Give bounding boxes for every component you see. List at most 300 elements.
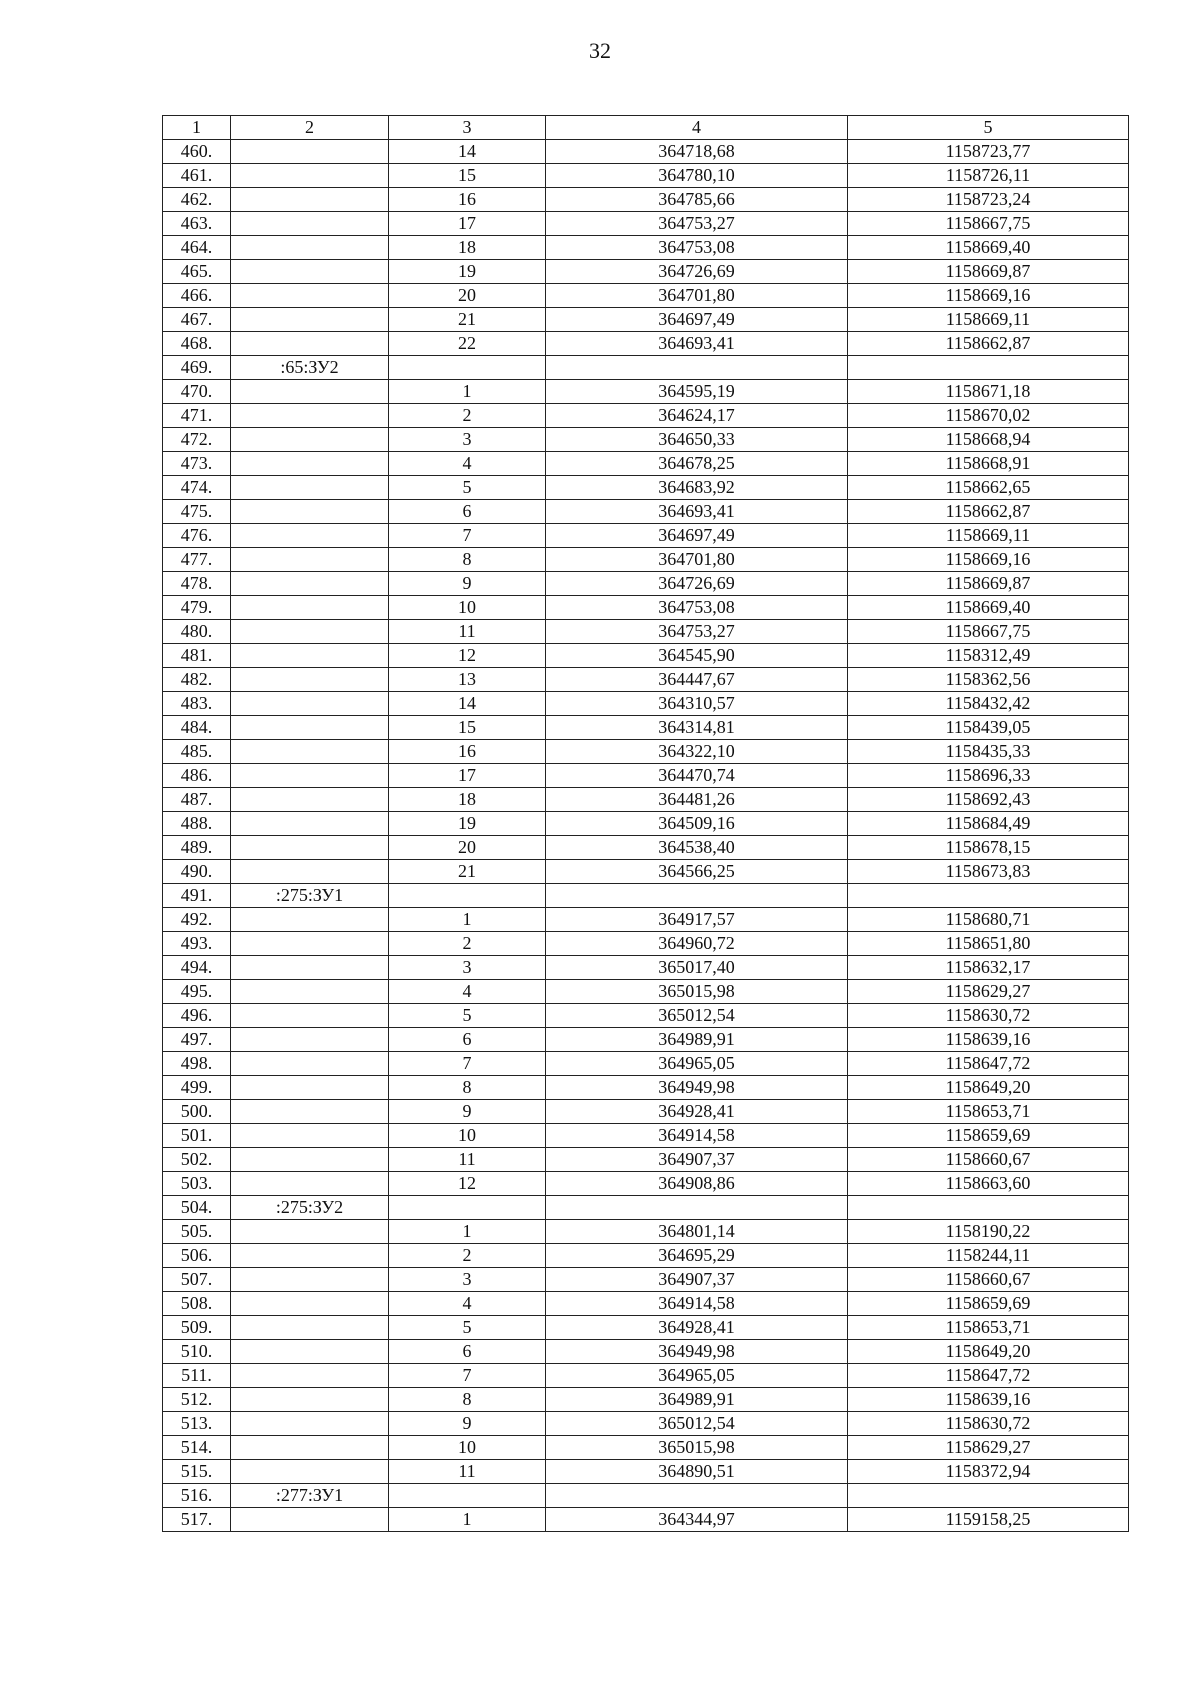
x-coordinate-cell: 364322,10 bbox=[546, 740, 848, 764]
page-number: 32 bbox=[589, 38, 611, 63]
y-coordinate-cell: 1158639,16 bbox=[848, 1028, 1129, 1052]
plot-id-cell bbox=[231, 452, 389, 476]
y-coordinate-cell: 1158667,75 bbox=[848, 620, 1129, 644]
point-number-cell: 15 bbox=[389, 716, 546, 740]
row-number-cell: 492. bbox=[163, 908, 231, 932]
plot-id-cell bbox=[231, 140, 389, 164]
table-row bbox=[163, 572, 1129, 596]
row-number-cell: 502. bbox=[163, 1148, 231, 1172]
y-coordinate-cell: 1158659,69 bbox=[848, 1292, 1129, 1316]
row-number-cell: 513. bbox=[163, 1412, 231, 1436]
x-coordinate-cell: 364650,33 bbox=[546, 428, 848, 452]
x-coordinate-cell: 364701,80 bbox=[546, 284, 848, 308]
row-number-cell: 500. bbox=[163, 1100, 231, 1124]
point-number-cell: 4 bbox=[389, 452, 546, 476]
plot-id-cell bbox=[231, 212, 389, 236]
x-coordinate-cell: 364949,98 bbox=[546, 1076, 848, 1100]
table-row bbox=[163, 260, 1129, 284]
y-coordinate-cell bbox=[848, 884, 1129, 908]
point-number-cell: 16 bbox=[389, 740, 546, 764]
table-row bbox=[163, 1052, 1129, 1076]
point-number-cell: 10 bbox=[389, 1124, 546, 1148]
point-number-cell: 3 bbox=[389, 428, 546, 452]
table-row bbox=[163, 236, 1129, 260]
table-row bbox=[163, 1340, 1129, 1364]
x-coordinate-cell: 364753,27 bbox=[546, 212, 848, 236]
table-row bbox=[163, 548, 1129, 572]
table-row bbox=[163, 164, 1129, 188]
table-row bbox=[163, 332, 1129, 356]
point-number-cell: 7 bbox=[389, 1364, 546, 1388]
x-coordinate-cell: 364595,19 bbox=[546, 380, 848, 404]
table-row bbox=[163, 908, 1129, 932]
plot-id-cell bbox=[231, 908, 389, 932]
point-number-cell: 22 bbox=[389, 332, 546, 356]
row-number-cell: 510. bbox=[163, 1340, 231, 1364]
row-number-cell: 464. bbox=[163, 236, 231, 260]
x-coordinate-cell bbox=[546, 1484, 848, 1508]
row-number-cell: 463. bbox=[163, 212, 231, 236]
x-coordinate-cell bbox=[546, 356, 848, 380]
y-coordinate-cell: 1158362,56 bbox=[848, 668, 1129, 692]
point-number-cell: 14 bbox=[389, 140, 546, 164]
row-number-cell: 469. bbox=[163, 356, 231, 380]
y-coordinate-cell: 1158671,18 bbox=[848, 380, 1129, 404]
y-coordinate-cell: 1158670,02 bbox=[848, 404, 1129, 428]
table-row bbox=[163, 716, 1129, 740]
table-row bbox=[163, 1508, 1129, 1532]
table-row bbox=[163, 956, 1129, 980]
y-coordinate-cell: 1158439,05 bbox=[848, 716, 1129, 740]
plot-id-cell bbox=[231, 524, 389, 548]
x-coordinate-cell: 364545,90 bbox=[546, 644, 848, 668]
table-row bbox=[163, 212, 1129, 236]
x-coordinate-cell: 364538,40 bbox=[546, 836, 848, 860]
row-number-cell: 461. bbox=[163, 164, 231, 188]
point-number-cell: 1 bbox=[389, 380, 546, 404]
row-number-cell: 460. bbox=[163, 140, 231, 164]
row-number-cell: 470. bbox=[163, 380, 231, 404]
plot-id-cell bbox=[231, 380, 389, 404]
y-coordinate-cell: 1158669,11 bbox=[848, 524, 1129, 548]
plot-id-cell bbox=[231, 404, 389, 428]
x-coordinate-cell: 364718,68 bbox=[546, 140, 848, 164]
point-number-cell: 2 bbox=[389, 932, 546, 956]
point-number-cell bbox=[389, 1484, 546, 1508]
y-coordinate-cell: 1158669,87 bbox=[848, 572, 1129, 596]
table-row bbox=[163, 140, 1129, 164]
row-number-cell: 507. bbox=[163, 1268, 231, 1292]
x-coordinate-cell: 364693,41 bbox=[546, 500, 848, 524]
y-coordinate-cell: 1158696,33 bbox=[848, 764, 1129, 788]
table-row bbox=[163, 884, 1129, 908]
y-coordinate-cell: 1158669,11 bbox=[848, 308, 1129, 332]
y-coordinate-cell: 1158673,83 bbox=[848, 860, 1129, 884]
table-row bbox=[163, 620, 1129, 644]
plot-id-cell bbox=[231, 932, 389, 956]
row-number-cell: 477. bbox=[163, 548, 231, 572]
plot-id-cell bbox=[231, 716, 389, 740]
y-coordinate-cell: 1158723,24 bbox=[848, 188, 1129, 212]
row-number-cell: 466. bbox=[163, 284, 231, 308]
row-number-cell: 499. bbox=[163, 1076, 231, 1100]
point-number-cell: 11 bbox=[389, 1460, 546, 1484]
row-number-cell: 505. bbox=[163, 1220, 231, 1244]
y-coordinate-cell: 1158632,17 bbox=[848, 956, 1129, 980]
point-number-cell: 10 bbox=[389, 1436, 546, 1460]
point-number-cell bbox=[389, 884, 546, 908]
coordinates-table bbox=[162, 115, 1129, 1532]
point-number-cell: 20 bbox=[389, 836, 546, 860]
x-coordinate-cell: 364907,37 bbox=[546, 1268, 848, 1292]
y-coordinate-cell: 1158647,72 bbox=[848, 1052, 1129, 1076]
point-number-cell: 5 bbox=[389, 476, 546, 500]
point-number-cell: 6 bbox=[389, 1340, 546, 1364]
x-coordinate-cell: 364753,08 bbox=[546, 596, 848, 620]
point-number-cell: 9 bbox=[389, 1100, 546, 1124]
table-row bbox=[163, 1388, 1129, 1412]
x-coordinate-cell: 364701,80 bbox=[546, 548, 848, 572]
y-coordinate-cell: 1158662,65 bbox=[848, 476, 1129, 500]
plot-id-cell bbox=[231, 1268, 389, 1292]
table-row bbox=[163, 1412, 1129, 1436]
row-number-cell: 479. bbox=[163, 596, 231, 620]
y-coordinate-cell: 1158630,72 bbox=[848, 1004, 1129, 1028]
point-number-cell: 15 bbox=[389, 164, 546, 188]
plot-id-cell bbox=[231, 308, 389, 332]
point-number-cell: 8 bbox=[389, 1076, 546, 1100]
table-row bbox=[163, 692, 1129, 716]
plot-id-cell bbox=[231, 236, 389, 260]
table-row bbox=[163, 932, 1129, 956]
table-row bbox=[163, 812, 1129, 836]
point-number-cell bbox=[389, 1196, 546, 1220]
x-coordinate-cell: 364566,25 bbox=[546, 860, 848, 884]
y-coordinate-cell: 1158669,40 bbox=[848, 596, 1129, 620]
row-number-cell: 489. bbox=[163, 836, 231, 860]
row-number-cell: 517. bbox=[163, 1508, 231, 1532]
plot-id-cell bbox=[231, 860, 389, 884]
point-number-cell: 18 bbox=[389, 236, 546, 260]
row-number-cell: 467. bbox=[163, 308, 231, 332]
x-coordinate-cell: 364928,41 bbox=[546, 1316, 848, 1340]
point-number-cell: 1 bbox=[389, 1220, 546, 1244]
x-coordinate-cell: 364344,97 bbox=[546, 1508, 848, 1532]
x-coordinate-cell bbox=[546, 884, 848, 908]
y-coordinate-cell: 1158639,16 bbox=[848, 1388, 1129, 1412]
y-coordinate-cell: 1158651,80 bbox=[848, 932, 1129, 956]
row-number-cell: 488. bbox=[163, 812, 231, 836]
y-coordinate-cell: 1158668,94 bbox=[848, 428, 1129, 452]
plot-id-cell bbox=[231, 1388, 389, 1412]
plot-id-cell bbox=[231, 1028, 389, 1052]
table-header bbox=[163, 116, 1129, 140]
table-row bbox=[163, 668, 1129, 692]
x-coordinate-cell: 364949,98 bbox=[546, 1340, 848, 1364]
row-number-cell: 516. bbox=[163, 1484, 231, 1508]
plot-id-cell bbox=[231, 668, 389, 692]
plot-id-cell bbox=[231, 284, 389, 308]
point-number-cell: 3 bbox=[389, 1268, 546, 1292]
point-number-cell: 6 bbox=[389, 1028, 546, 1052]
row-number-cell: 515. bbox=[163, 1460, 231, 1484]
y-coordinate-cell: 1158726,11 bbox=[848, 164, 1129, 188]
table-body bbox=[163, 140, 1129, 1532]
point-number-cell: 21 bbox=[389, 860, 546, 884]
point-number-cell: 10 bbox=[389, 596, 546, 620]
x-coordinate-cell bbox=[546, 1196, 848, 1220]
row-number-cell: 490. bbox=[163, 860, 231, 884]
table-row bbox=[163, 356, 1129, 380]
plot-id-cell bbox=[231, 836, 389, 860]
row-number-cell: 468. bbox=[163, 332, 231, 356]
point-number-cell: 6 bbox=[389, 500, 546, 524]
y-coordinate-cell: 1158669,87 bbox=[848, 260, 1129, 284]
y-coordinate-cell: 1158663,60 bbox=[848, 1172, 1129, 1196]
table-row bbox=[163, 1076, 1129, 1100]
x-coordinate-cell: 364907,37 bbox=[546, 1148, 848, 1172]
table-row bbox=[163, 1292, 1129, 1316]
y-coordinate-cell: 1158649,20 bbox=[848, 1076, 1129, 1100]
y-coordinate-cell: 1158312,49 bbox=[848, 644, 1129, 668]
row-number-cell: 471. bbox=[163, 404, 231, 428]
x-coordinate-cell: 364917,57 bbox=[546, 908, 848, 932]
x-coordinate-cell: 364447,67 bbox=[546, 668, 848, 692]
point-number-cell: 21 bbox=[389, 308, 546, 332]
x-coordinate-cell: 364470,74 bbox=[546, 764, 848, 788]
plot-id-cell bbox=[231, 164, 389, 188]
y-coordinate-cell: 1158667,75 bbox=[848, 212, 1129, 236]
row-number-cell: 462. bbox=[163, 188, 231, 212]
row-number-cell: 485. bbox=[163, 740, 231, 764]
row-number-cell: 465. bbox=[163, 260, 231, 284]
y-coordinate-cell bbox=[848, 1196, 1129, 1220]
point-number-cell: 19 bbox=[389, 260, 546, 284]
table-row bbox=[163, 452, 1129, 476]
header-cell-4: 4 bbox=[546, 116, 848, 140]
x-coordinate-cell: 364914,58 bbox=[546, 1124, 848, 1148]
y-coordinate-cell: 1158678,15 bbox=[848, 836, 1129, 860]
table-row bbox=[163, 404, 1129, 428]
point-number-cell: 1 bbox=[389, 1508, 546, 1532]
plot-id-cell bbox=[231, 260, 389, 284]
plot-id-cell bbox=[231, 548, 389, 572]
y-coordinate-cell: 1158669,16 bbox=[848, 284, 1129, 308]
y-coordinate-cell: 1159158,25 bbox=[848, 1508, 1129, 1532]
header-cell-2: 2 bbox=[231, 116, 389, 140]
y-coordinate-cell: 1158668,91 bbox=[848, 452, 1129, 476]
plot-id-cell bbox=[231, 1436, 389, 1460]
table-row bbox=[163, 380, 1129, 404]
x-coordinate-cell: 364960,72 bbox=[546, 932, 848, 956]
row-number-cell: 476. bbox=[163, 524, 231, 548]
row-number-cell: 493. bbox=[163, 932, 231, 956]
point-number-cell: 2 bbox=[389, 404, 546, 428]
table-row bbox=[163, 1196, 1129, 1220]
x-coordinate-cell: 364785,66 bbox=[546, 188, 848, 212]
point-number-cell: 9 bbox=[389, 1412, 546, 1436]
row-number-cell: 496. bbox=[163, 1004, 231, 1028]
plot-id-cell: :275:ЗУ2 bbox=[231, 1196, 389, 1220]
plot-id-cell bbox=[231, 1364, 389, 1388]
y-coordinate-cell: 1158660,67 bbox=[848, 1148, 1129, 1172]
table-row bbox=[163, 1364, 1129, 1388]
point-number-cell: 7 bbox=[389, 524, 546, 548]
point-number-cell: 16 bbox=[389, 188, 546, 212]
x-coordinate-cell: 364624,17 bbox=[546, 404, 848, 428]
point-number-cell: 17 bbox=[389, 764, 546, 788]
row-number-cell: 509. bbox=[163, 1316, 231, 1340]
point-number-cell: 5 bbox=[389, 1316, 546, 1340]
plot-id-cell bbox=[231, 596, 389, 620]
table-row bbox=[163, 644, 1129, 668]
table-row bbox=[163, 524, 1129, 548]
table-row bbox=[163, 1460, 1129, 1484]
point-number-cell: 11 bbox=[389, 620, 546, 644]
point-number-cell: 8 bbox=[389, 548, 546, 572]
header-cell-3: 3 bbox=[389, 116, 546, 140]
point-number-cell: 20 bbox=[389, 284, 546, 308]
y-coordinate-cell: 1158662,87 bbox=[848, 500, 1129, 524]
y-coordinate-cell: 1158244,11 bbox=[848, 1244, 1129, 1268]
y-coordinate-cell: 1158653,71 bbox=[848, 1100, 1129, 1124]
plot-id-cell bbox=[231, 1220, 389, 1244]
plot-id-cell bbox=[231, 1004, 389, 1028]
x-coordinate-cell: 364693,41 bbox=[546, 332, 848, 356]
table-row bbox=[163, 1220, 1129, 1244]
y-coordinate-cell: 1158432,42 bbox=[848, 692, 1129, 716]
row-number-cell: 497. bbox=[163, 1028, 231, 1052]
table-row bbox=[163, 1148, 1129, 1172]
table-row bbox=[163, 1124, 1129, 1148]
row-number-cell: 506. bbox=[163, 1244, 231, 1268]
plot-id-cell bbox=[231, 1100, 389, 1124]
x-coordinate-cell: 364914,58 bbox=[546, 1292, 848, 1316]
y-coordinate-cell: 1158647,72 bbox=[848, 1364, 1129, 1388]
point-number-cell: 13 bbox=[389, 668, 546, 692]
x-coordinate-cell: 364890,51 bbox=[546, 1460, 848, 1484]
row-number-cell: 501. bbox=[163, 1124, 231, 1148]
x-coordinate-cell: 365017,40 bbox=[546, 956, 848, 980]
row-number-cell: 480. bbox=[163, 620, 231, 644]
table-row bbox=[163, 500, 1129, 524]
plot-id-cell bbox=[231, 1052, 389, 1076]
x-coordinate-cell: 364965,05 bbox=[546, 1052, 848, 1076]
x-coordinate-cell: 364310,57 bbox=[546, 692, 848, 716]
point-number-cell: 1 bbox=[389, 908, 546, 932]
table-row bbox=[163, 860, 1129, 884]
table-row bbox=[163, 308, 1129, 332]
y-coordinate-cell: 1158692,43 bbox=[848, 788, 1129, 812]
plot-id-cell bbox=[231, 1316, 389, 1340]
row-number-cell: 512. bbox=[163, 1388, 231, 1412]
y-coordinate-cell: 1158659,69 bbox=[848, 1124, 1129, 1148]
point-number-cell: 5 bbox=[389, 1004, 546, 1028]
point-number-cell: 12 bbox=[389, 1172, 546, 1196]
y-coordinate-cell: 1158669,16 bbox=[848, 548, 1129, 572]
point-number-cell: 14 bbox=[389, 692, 546, 716]
row-number-cell: 508. bbox=[163, 1292, 231, 1316]
table-row bbox=[163, 1100, 1129, 1124]
x-coordinate-cell: 364726,69 bbox=[546, 260, 848, 284]
table-row bbox=[163, 1316, 1129, 1340]
plot-id-cell bbox=[231, 1340, 389, 1364]
table-row bbox=[163, 788, 1129, 812]
x-coordinate-cell: 364697,49 bbox=[546, 524, 848, 548]
table-row bbox=[163, 1436, 1129, 1460]
table-row bbox=[163, 188, 1129, 212]
plot-id-cell bbox=[231, 956, 389, 980]
x-coordinate-cell: 364683,92 bbox=[546, 476, 848, 500]
row-number-cell: 495. bbox=[163, 980, 231, 1004]
x-coordinate-cell: 364965,05 bbox=[546, 1364, 848, 1388]
row-number-cell: 487. bbox=[163, 788, 231, 812]
y-coordinate-cell: 1158629,27 bbox=[848, 1436, 1129, 1460]
plot-id-cell bbox=[231, 428, 389, 452]
table-row bbox=[163, 740, 1129, 764]
x-coordinate-cell: 364928,41 bbox=[546, 1100, 848, 1124]
x-coordinate-cell: 365012,54 bbox=[546, 1004, 848, 1028]
table-row bbox=[163, 836, 1129, 860]
y-coordinate-cell: 1158649,20 bbox=[848, 1340, 1129, 1364]
row-number-cell: 514. bbox=[163, 1436, 231, 1460]
table-row bbox=[163, 1028, 1129, 1052]
row-number-cell: 475. bbox=[163, 500, 231, 524]
point-number-cell bbox=[389, 356, 546, 380]
row-number-cell: 486. bbox=[163, 764, 231, 788]
x-coordinate-cell: 364697,49 bbox=[546, 308, 848, 332]
row-number-cell: 473. bbox=[163, 452, 231, 476]
row-number-cell: 474. bbox=[163, 476, 231, 500]
point-number-cell: 18 bbox=[389, 788, 546, 812]
plot-id-cell bbox=[231, 1124, 389, 1148]
plot-id-cell bbox=[231, 572, 389, 596]
table-row bbox=[163, 1268, 1129, 1292]
plot-id-cell bbox=[231, 788, 389, 812]
y-coordinate-cell: 1158653,71 bbox=[848, 1316, 1129, 1340]
point-number-cell: 9 bbox=[389, 572, 546, 596]
table-row bbox=[163, 1484, 1129, 1508]
row-number-cell: 503. bbox=[163, 1172, 231, 1196]
x-coordinate-cell: 364314,81 bbox=[546, 716, 848, 740]
y-coordinate-cell: 1158684,49 bbox=[848, 812, 1129, 836]
header-cell-5: 5 bbox=[848, 116, 1129, 140]
table-row bbox=[163, 284, 1129, 308]
table-row bbox=[163, 1172, 1129, 1196]
table-row bbox=[163, 764, 1129, 788]
point-number-cell: 7 bbox=[389, 1052, 546, 1076]
plot-id-cell bbox=[231, 644, 389, 668]
x-coordinate-cell: 364726,69 bbox=[546, 572, 848, 596]
y-coordinate-cell: 1158630,72 bbox=[848, 1412, 1129, 1436]
point-number-cell: 4 bbox=[389, 980, 546, 1004]
row-number-cell: 491. bbox=[163, 884, 231, 908]
x-coordinate-cell: 364753,08 bbox=[546, 236, 848, 260]
plot-id-cell bbox=[231, 812, 389, 836]
table-row bbox=[163, 428, 1129, 452]
row-number-cell: 482. bbox=[163, 668, 231, 692]
row-number-cell: 472. bbox=[163, 428, 231, 452]
point-number-cell: 3 bbox=[389, 956, 546, 980]
header-row bbox=[163, 116, 1129, 140]
y-coordinate-cell: 1158669,40 bbox=[848, 236, 1129, 260]
point-number-cell: 19 bbox=[389, 812, 546, 836]
point-number-cell: 8 bbox=[389, 1388, 546, 1412]
header-cell-1: 1 bbox=[163, 116, 231, 140]
plot-id-cell bbox=[231, 332, 389, 356]
plot-id-cell bbox=[231, 1148, 389, 1172]
row-number-cell: 478. bbox=[163, 572, 231, 596]
